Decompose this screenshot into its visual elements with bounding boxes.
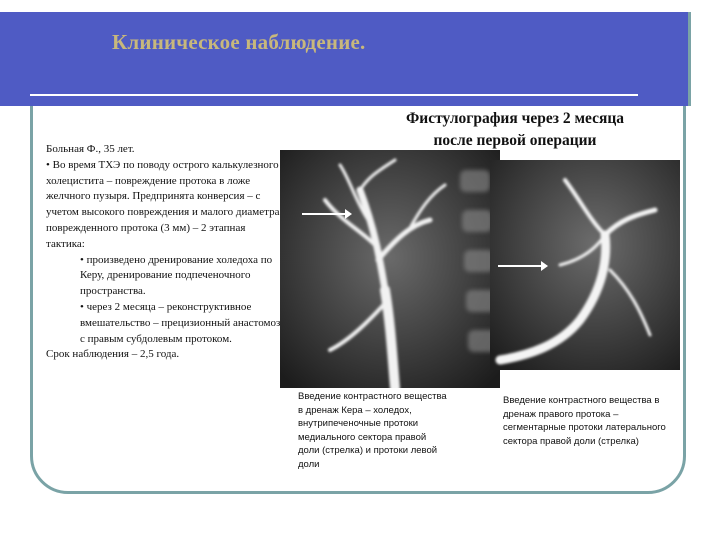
- header-notch: [688, 12, 720, 106]
- follow-up-line: Срок наблюдения – 2,5 года.: [46, 348, 180, 361]
- fistulogram-image-2: [490, 160, 680, 370]
- subtitle-line-1: Фистулография через 2 месяца: [405, 110, 625, 127]
- fistulogram-1-graphic: [280, 150, 500, 388]
- drainage-bullet: • произведено дренирование холедоха по Керу, дренирование подпеченочного пространства.: [80, 253, 273, 298]
- subtitle: [330, 108, 700, 152]
- slide-title: Клиническое наблюдение.: [112, 30, 366, 54]
- patient-line: Больная Ф., 35 лет.: [46, 143, 135, 155]
- reconstruction-bullet: • через 2 месяца – реконструктивное вмешательство – прецизионный анастомоз с правым субдолевым протоком.: [80, 300, 281, 345]
- arrow-marker-1: [302, 213, 346, 215]
- arrow-marker-2: [498, 265, 542, 267]
- title-rule: [30, 94, 638, 96]
- image-2-caption: Введение контрастного вещества в дренаж правого протока – сегментарные протоки латерального сектора правой доли (стрелка): [503, 395, 666, 447]
- image-1-caption: Введение контрастного вещества в дренаж Кера – холедох, внутрипеченочные протоки медиального сектора правой доли (стрелка) и протоки левой доли: [298, 391, 447, 470]
- injury-paragraph: • Во время ТХЭ по поводу острого калькулезного холецистита – повреждение протока в ложе желчного пузыря. Предпринята конверсия – с учетом высокого повреждения и малого диаметра поврежденного протока (3 мм) – 2 этапная тактика:: [46, 158, 280, 250]
- fistulogram-image-1: [280, 150, 500, 388]
- subtitle-line-2: после первой операции: [433, 132, 597, 149]
- header-bar: [0, 12, 718, 106]
- case-description: [46, 142, 286, 363]
